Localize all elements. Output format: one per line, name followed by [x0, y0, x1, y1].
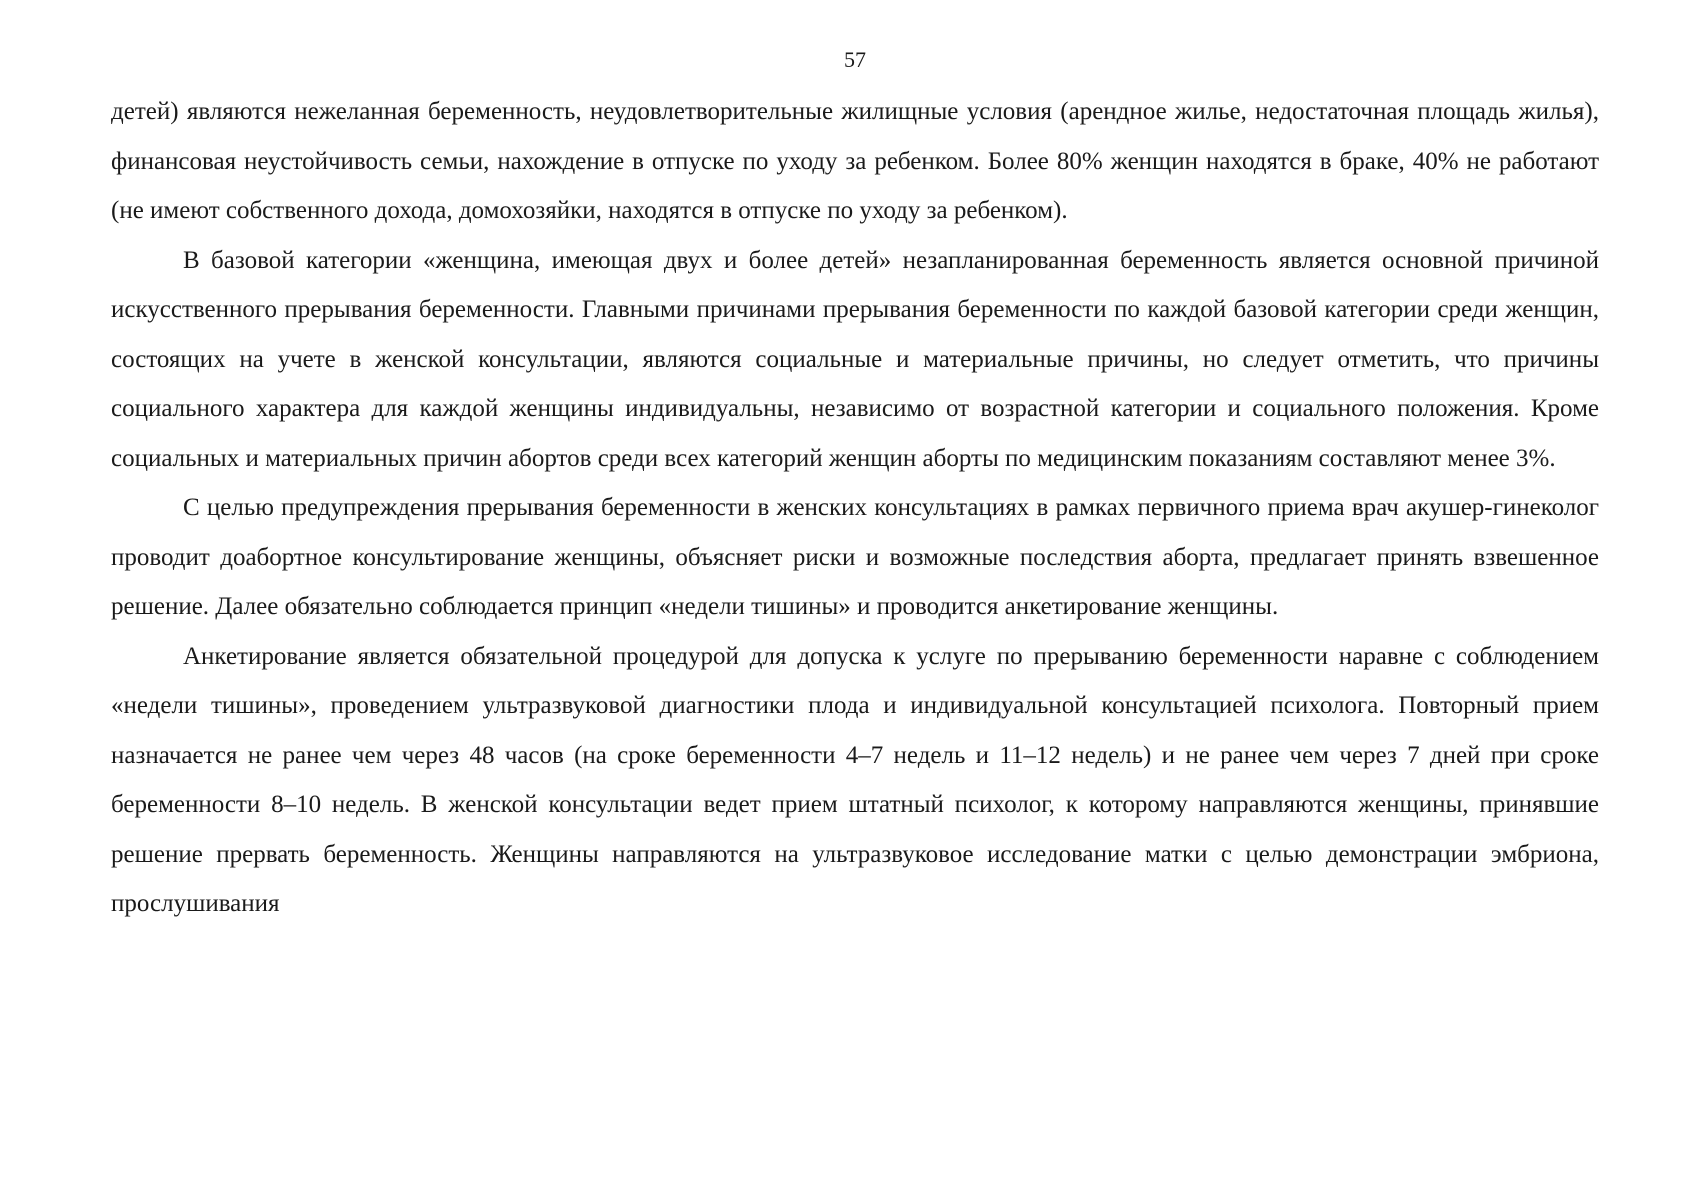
- document-body: [111, 87, 1599, 929]
- paragraph-continuation: детей) являются нежеланная беременность, неудовлетворительные жилищные условия (арендное жилье, недостаточная площадь жилья), финансовая неустойчивость семьи, нахождение в отпуске по уходу за ребенком. Более 80% женщин находятся в браке, 40% не работают (не имеют собственного дохода, домохозяйки, находятся в отпуске по уходу за ребенком).: [111, 98, 1599, 224]
- paragraph-prevention: С целью предупреждения прерывания беременности в женских консультациях в рамках первичного приема врач акушер-гинеколог проводит доабортное консультирование женщины, объясняет риски и возможные последствия аборта, предлагает принять взвешенное решение. Далее обязательно соблюдается принцип «недели тишины» и проводится анкетирование женщины.: [111, 494, 1599, 620]
- paragraph-questionnaire: Анкетирование является обязательной процедурой для допуска к услуге по прерыванию беременности наравне с соблюдением «недели тишины», проведением ультразвуковой диагностики плода и индивидуальной консультацией психолога. Повторный прием назначается не ранее чем через 48 часов (на сроке беременности 4–7 недель и 11–12 недель) и не ранее чем через 7 дней при сроке беременности 8–10 недель. В женской консультации ведет прием штатный психолог, к которому направляются женщины, принявшие решение прервать беременность. Женщины направляются на ультразвуковое исследование матки с целью демонстрации эмбриона, прослушивания: [111, 642, 1599, 917]
- paragraph-base-category: В базовой категории «женщина, имеющая двух и более детей» незапланированная беременность является основной причиной искусственного прерывания беременности. Главными причинами прерывания беременности по каждой базовой категории среди женщин, состоящих на учете в женской консультации, являются социальные и материальные причины, но следует отметить, что причины социального характера для каждой женщины индивидуальны, независимо от возрастной категории и социального положения. Кроме социальных и материальных причин абортов среди всех категорий женщин аборты по медицинским показаниям составляют менее 3%.: [111, 246, 1599, 472]
- page-number: 57: [844, 47, 866, 72]
